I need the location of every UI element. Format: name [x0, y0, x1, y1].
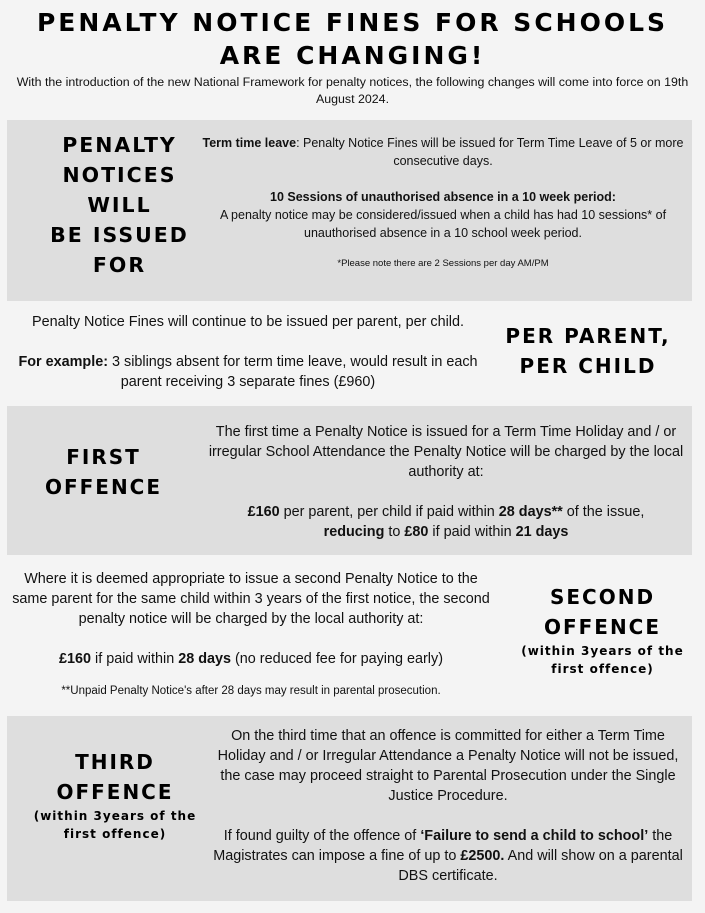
- sessions-note: *Please note there are 2 Sessions per day AM/PM: [337, 258, 549, 269]
- example-paragraph: For example: 3 siblings absent for term time leave, would result in each parent receiving 3 separate fines (£960): [18, 354, 478, 390]
- first-offence-fee: £160 per parent, per child if paid within 28 days** of the issue, reducing to £80 if paid within 21 days: [247, 504, 645, 540]
- section-penalty-notices: [7, 120, 692, 301]
- term-time-paragraph: Term time leave: Penalty Notice Fines will be issued for Term Time Leave of 5 or more consecutive days.: [202, 136, 684, 168]
- sessions-paragraph: 10 Sessions of unauthorised absence in a 10 week period: A penalty notice may be considered/issued when a child has had 10 sessions* of unauthorised absence in a 10 school week period.: [219, 190, 667, 240]
- section-heading: PER PARENT, PER CHILD: [505, 324, 671, 378]
- section-body: The first time a Penalty Notice is issued for a Term Time Holiday and / or irregular School Attendance the Penalty Notice will be charged by the local authority at: £160 per parent, per child if paid within 28 days** of the issue, reducing to £80 if paid within 21 days: [203, 422, 689, 542]
- section-heading: PENALTY NOTICES WILL BE ISSUED FOR: [50, 133, 189, 277]
- page-title: [0, 6, 705, 72]
- intro-text: With the introduction of the new National Framework for penalty notices, the following changes will come into force on 19th August 2024.: [16, 75, 689, 106]
- section-body: [197, 134, 689, 271]
- section-body: Where it is deemed appropriate to issue a second Penalty Notice to the same parent for the same child within 3 years of the first notice, the second penalty notice will be charged by the local authority at: £160 if paid within 28 days (no reduced fee for paying early) **Unpaid Penalty Notice's after 28 days may result in parental prosecution.: [8, 569, 494, 700]
- section-first-offence: [7, 406, 692, 555]
- section-third-offence: [7, 716, 692, 901]
- third-offence-fine: If found guilty of the offence of ‘Failure to send a child to school’ the Magistrates can impose a fine of up to £2500. And will show on a parental DBS certificate.: [213, 828, 683, 884]
- section-body: Penalty Notice Fines will continue to be issued per parent, per child. For example: 3 siblings absent for term time leave, would result in each parent receiving 3 separate fines (£960): [8, 312, 488, 392]
- section-heading: SECOND OFFENCE (within 3years of the first offence): [521, 585, 684, 676]
- second-offence-fee: £160 if paid within 28 days (no reduced fee for paying early): [59, 651, 443, 667]
- section-heading: THIRD OFFENCE (within 3years of the first offence): [33, 750, 197, 841]
- section-second-offence: [0, 555, 705, 715]
- section-body: On the third time that an offence is committed for either a Term Time Holiday and / or Irregular Attendance a Penalty Notice will not be issued, the case may proceed straight to Parental Prosecution under the Single Justice Procedure. If found guilty of the offence of ‘Failure to send a child to school’ the Magistrates can impose a fine of up to £2500. And will show on a parental DBS certificate.: [207, 726, 689, 886]
- section-per-parent: [0, 301, 705, 406]
- section-heading: FIRST OFFENCE: [44, 445, 163, 499]
- unpaid-note: **Unpaid Penalty Notice's after 28 days may result in parental prosecution.: [61, 685, 441, 697]
- title-line-2: ARE CHANGING!: [219, 41, 486, 70]
- title-line-1: PENALTY NOTICE FINES FOR SCHOOLS: [36, 8, 669, 37]
